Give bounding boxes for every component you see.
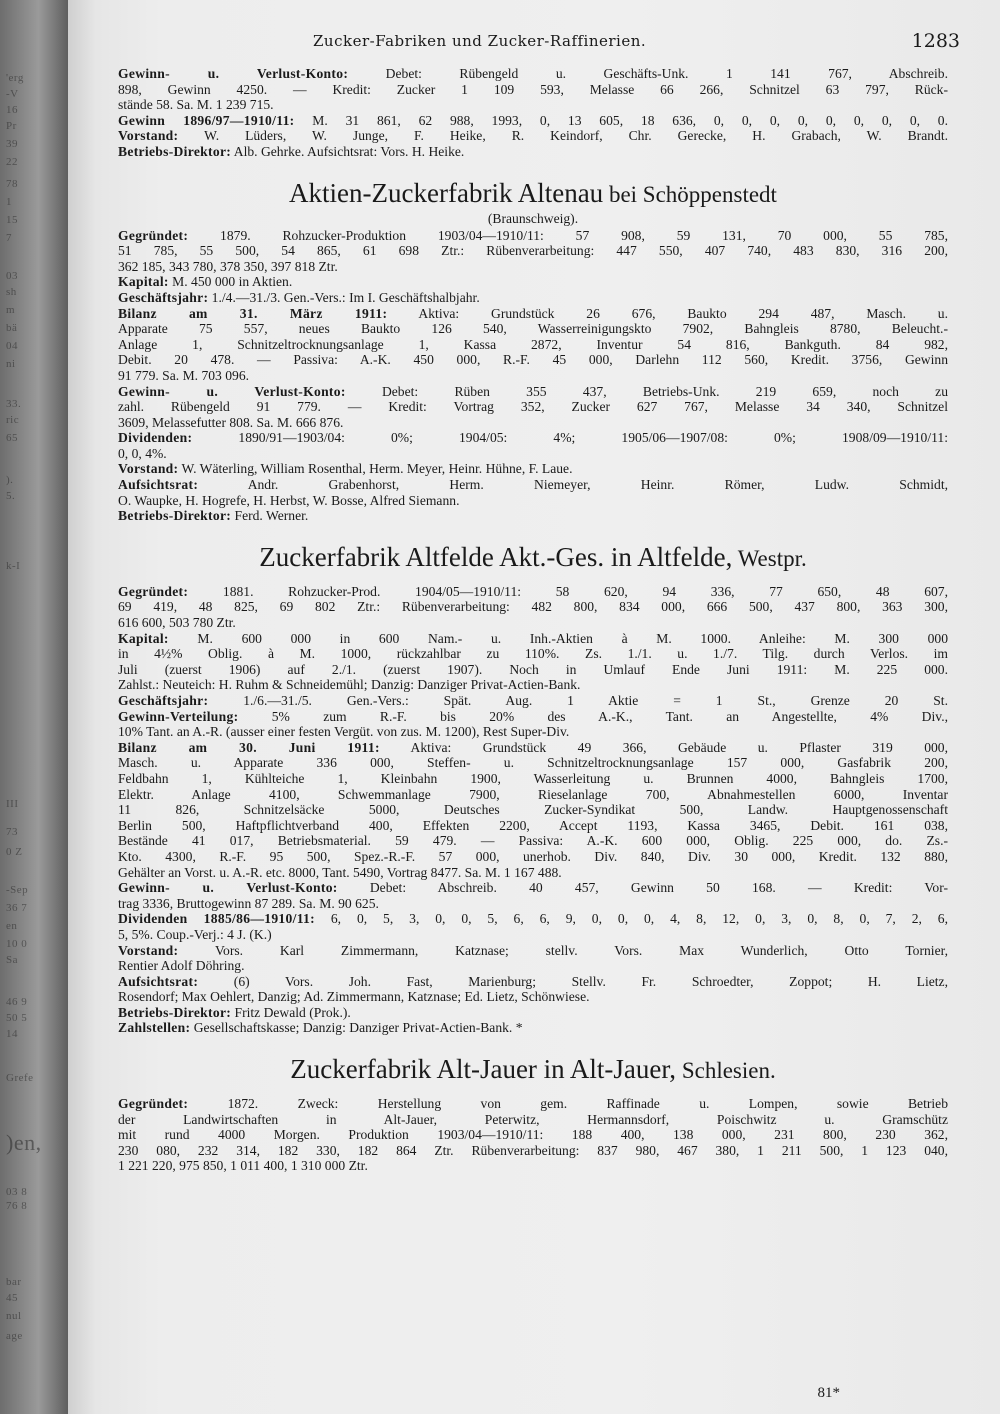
gutter-fragment: 0 Z	[6, 846, 23, 858]
field-text: Zahlst.: Neuteich: H. Ruhm & Schneidemühl; Danzig: Danziger Privat-Actien-Bank.	[118, 677, 581, 693]
gutter-fragment: )en,	[6, 1130, 42, 1155]
gutter-fragment: 36 7	[6, 902, 28, 914]
page-number: 1283	[911, 30, 960, 52]
heading-spacer	[118, 1086, 948, 1096]
field-label: Aufsichtsrat:	[118, 477, 199, 493]
text-line	[118, 677, 948, 693]
text-line	[118, 82, 948, 98]
field-label: Zahlstellen:	[118, 1020, 191, 1036]
field-label: Vorstand:	[118, 461, 179, 477]
gutter-fragment: ).	[6, 474, 14, 486]
text-line	[118, 709, 948, 725]
field-text: zahl. Rübengeld 91 779. — Kredit: Vortrag 352, Zucker 627 767, Melasse 34 340, Schnitzel	[118, 399, 948, 415]
gutter-fragment: 46 9	[6, 996, 28, 1008]
running-title: Zucker-Fabriken und Zucker-Raffinerien.	[313, 32, 647, 50]
field-text: Debit. 20 478. — Passiva: A.-K. 450 000, R.-F. 45 000, Darlehn 112 560, Kredit. 3756, Gewinn	[118, 352, 948, 368]
field-text: 3609, Melassefutter 808. Sa. M. 666 876.	[118, 414, 344, 430]
field-label: Vorstand:	[118, 128, 179, 144]
field-text: 5% zum R.-F. bis 20% des A.-K., Tant. an Angestellte, 4% Div.,	[238, 708, 948, 724]
field-text: Gehälter an Vorst. u. A.-R. etc. 8000, Tant. 5490, Vortrag 8477. Sa. M. 1 167 488.	[118, 864, 562, 880]
field-text: M. 450 000 in Aktien.	[168, 274, 293, 290]
gutter-fragment: 7	[6, 232, 12, 244]
text-line	[118, 493, 948, 509]
text-line	[118, 584, 948, 600]
text-line	[118, 508, 948, 524]
text-line	[118, 631, 948, 647]
gutter-fragment: 45	[6, 1292, 18, 1304]
field-text: Fritz Dewald (Prok.).	[231, 1004, 351, 1020]
text-line	[118, 384, 948, 400]
field-label: Dividenden 1885/86—1910/11:	[118, 911, 315, 927]
company-location: Westpr.	[732, 545, 807, 571]
text-line	[118, 989, 948, 1005]
text-line	[118, 461, 948, 477]
field-text: mit rund 4000 Morgen. Produktion 1903/04—1910/11: 188 400, 138 000, 231 800, 230 362,	[118, 1127, 948, 1143]
gutter-fragment: -V	[6, 88, 19, 100]
text-line	[118, 662, 948, 678]
gutter-fragment: 'erg	[6, 72, 24, 84]
gutter-fragment: 10 0	[6, 938, 28, 950]
gutter-fragment: ni	[6, 358, 16, 370]
text-line	[118, 1005, 948, 1021]
field-label: Gegründet:	[118, 227, 189, 243]
text-line	[118, 399, 948, 415]
field-label: Gewinn-Verteilung:	[118, 708, 239, 724]
gutter-fragment: Pr	[6, 120, 17, 132]
text-line	[118, 144, 948, 160]
text-line	[118, 352, 948, 368]
text-line	[118, 693, 948, 709]
gutter-fragment: en	[6, 920, 18, 932]
company-entry	[118, 542, 948, 1036]
gutter-fragment: 1	[6, 196, 12, 208]
gutter-fragment: sh	[6, 286, 17, 298]
text-line	[118, 430, 948, 446]
field-text: 11 826, Schnitzelsäcke 5000, Deutsches Zucker-Syndikat 500, Landw. Hauptgenossenschaft	[118, 802, 948, 818]
field-text: W. Lüders, W. Junge, F. Heike, R. Keindorf, Chr. Gerecke, H. Grabach, W. Brandt.	[178, 128, 948, 144]
field-text: 362 185, 343 780, 378 350, 397 818 Ztr.	[118, 258, 338, 274]
text-line	[118, 1143, 948, 1159]
page-content	[118, 66, 948, 1174]
field-text: Feldbahn 1, Kühlteiche 1, Kleinbahn 1900, Wasserleitung u. Brunnen 4000, Bahngleis 1700,	[118, 770, 948, 786]
field-label: Gewinn- u. Verlust-Konto:	[118, 383, 346, 399]
field-text: 1872. Zweck: Herstellung von gem. Raffinade u. Lompen, sowie Betrieb	[188, 1096, 948, 1112]
field-text: Aktiva: Grundstück 49 366, Gebäude u. Pflaster 319 000,	[379, 739, 948, 755]
heading-spacer	[118, 574, 948, 584]
field-text: M. 600 000 in 600 Nam.- u. Inh.-Aktien à M. 1000. Anleihe: M. 300 000	[168, 630, 948, 646]
field-text: Gesellschaftskasse; Danzig: Danziger Privat-Actien-Bank. *	[190, 1020, 523, 1036]
text-line	[118, 724, 948, 740]
field-text: (6) Vors. Joh. Fast, Marienburg; Stellv. Fr. Schroedter, Zoppot; H. Lietz,	[198, 973, 948, 989]
field-text: Rosendorf; Max Oehlert, Danzig; Ad. Zimmermann, Katznase; Ed. Lietz, Schönwiese.	[118, 989, 590, 1005]
field-text: Masch. u. Apparate 336 000, Steffen- u. Schnitzeltrocknungsanlage 157 000, Gasfabrik 200,	[118, 755, 948, 771]
company-heading	[118, 542, 948, 574]
text-line	[118, 771, 948, 787]
text-line	[118, 849, 948, 865]
field-text: Debet: Rüben 355 437, Betriebs-Unk. 219 659, noch zu	[345, 383, 948, 399]
gutter-fragment: nul	[6, 1310, 22, 1322]
text-line	[118, 1096, 948, 1112]
field-label: Kapital:	[118, 274, 169, 290]
text-line	[118, 958, 948, 974]
text-line	[118, 911, 948, 927]
field-text: Rentier Adolf Döhring.	[118, 958, 245, 974]
company-name: Zuckerfabrik Altfelde Akt.-Ges. in Altfelde,	[259, 541, 733, 572]
field-text: Vors. Karl Zimmermann, Katznase; stellv. Vors. Max Wunderlich, Otto Tornier,	[178, 942, 948, 958]
gutter-fragment: 03 8	[6, 1186, 28, 1198]
text-line	[118, 446, 948, 462]
field-label: Vorstand:	[118, 942, 179, 958]
text-line	[118, 321, 948, 337]
field-text: Elektr. Anlage 4100, Schwemmanlage 7900, Rieselanlage 700, Abnahmestellen 6000, Inventar	[118, 786, 948, 802]
text-line	[118, 97, 948, 113]
text-line	[118, 1127, 948, 1143]
field-text: 230 080, 232 314, 182 330, 182 864 Ztr. Rübenverarbeitung: 837 980, 467 380, 1 211 500, 1 123 040,	[118, 1142, 948, 1158]
sheet-signature: 81*	[817, 1385, 840, 1401]
field-text: stände 58. Sa. M. 1 239 715.	[118, 97, 274, 113]
field-text: W. Wäterling, William Rosenthal, Herm. Meyer, Heinr. Hühne, F. Laue.	[178, 461, 573, 477]
text-line	[118, 290, 948, 306]
text-line	[118, 274, 948, 290]
field-label: Geschäftsjahr:	[118, 289, 209, 305]
field-label: Gewinn- u. Verlust-Konto:	[118, 880, 338, 896]
field-text: 10% Tant. an A.-R. (ausser einer festen Vergüt. von zus. M. 1200), Rest Super-Div.	[118, 724, 570, 740]
field-text: Bestände 41 017, Betriebsmaterial. 59 479. — Passiva: A.-K. 600 000, Oblig. 225 000, do. Zs.-	[118, 833, 948, 849]
gutter-fragment: 5.	[6, 490, 16, 502]
gutter-fragment: 22	[6, 156, 18, 168]
gutter-fragment: m	[6, 304, 16, 316]
company-region: (Braunschweig).	[487, 210, 579, 226]
text-line	[118, 306, 948, 322]
field-text: 1 221 220, 975 850, 1 011 400, 1 310 000 Ztr.	[118, 1158, 368, 1174]
field-text: Andr. Grabenhorst, Herm. Niemeyer, Heinr. Römer, Ludw. Schmidt,	[198, 477, 948, 493]
gutter-fragment: III	[6, 798, 19, 810]
text-line	[118, 896, 948, 912]
text-line	[118, 833, 948, 849]
gutter-fragment: 16	[6, 104, 18, 116]
field-text: 1./4.—31./3. Gen.-Vers.: Im I. Geschäftshalbjahr.	[208, 289, 480, 305]
text-line	[118, 243, 948, 259]
text-line	[118, 1112, 948, 1128]
company-name: Zuckerfabrik Alt-Jauer in Alt-Jauer,	[290, 1054, 677, 1085]
gutter-fragment: 50 5	[6, 1012, 28, 1024]
text-line	[118, 615, 948, 631]
field-label: Kapital:	[118, 630, 169, 646]
company-entry	[118, 66, 948, 160]
text-line	[118, 927, 948, 943]
company-heading	[118, 178, 948, 210]
field-label: Aufsichtsrat:	[118, 973, 199, 989]
gutter-fragment: 73	[6, 826, 18, 838]
text-line	[118, 259, 948, 275]
field-text: 1879. Rohzucker-Produktion 1903/04—1910/11: 57 908, 59 131, 70 000, 55 785,	[188, 227, 948, 243]
text-line	[118, 740, 948, 756]
gutter-fragment: bar	[6, 1276, 22, 1288]
text-line	[118, 113, 948, 129]
gutter-fragment: Grefe	[6, 1072, 34, 1084]
gutter-fragment: 39	[6, 138, 18, 150]
field-label: Betriebs-Direktor:	[118, 143, 232, 159]
field-text: 51 785, 55 500, 54 865, 61 698 Ztr.: Rübenverarbeitung: 447 550, 407 740, 483 830, 316 200,	[118, 243, 948, 259]
field-text: Aktiva: Grundstück 26 676, Baukto 294 487, Masch. u.	[387, 305, 948, 321]
company-location: Schlesien.	[676, 1058, 776, 1084]
field-label: Betriebs-Direktor:	[118, 508, 232, 524]
text-line	[118, 1158, 948, 1174]
text-line	[118, 128, 948, 144]
field-text: Ferd. Werner.	[231, 508, 309, 524]
field-text: Debet: Abschreib. 40 457, Gewinn 50 168. — Kredit: Vor-	[337, 880, 948, 896]
text-line	[118, 228, 948, 244]
gutter-fragment: 65	[6, 432, 18, 444]
binding-gutter	[0, 0, 70, 1414]
company-location: bei Schöppenstedt	[603, 181, 777, 207]
field-text: Kto. 4300, R.-F. 95 500, Spez.-R.-F. 57 000, unerhob. Div. 840, Div. 30 000, Kredit. 132 880,	[118, 848, 948, 864]
field-label: Bilanz am 31. März 1911:	[118, 305, 388, 321]
gutter-fragment: ric	[6, 414, 20, 426]
text-line	[118, 337, 948, 353]
gutter-fragment: -Sep	[6, 884, 29, 896]
field-text: 6, 0, 5, 3, 0, 0, 5, 6, 6, 9, 0, 0, 0, 4, 8, 12, 0, 3, 0, 8, 0, 7, 2, 6,	[314, 911, 948, 927]
field-text: O. Waupke, H. Hogrefe, H. Herbst, W. Bosse, Alfred Siemann.	[118, 492, 460, 508]
field-text: M. 31 861, 62 988, 1993, 0, 13 605, 18 636, 0, 0, 0, 0, 0, 0, 0, 0, 0.	[294, 112, 948, 128]
field-text: 1./6.—31./5. Gen.-Vers.: Spät. Aug. 1 Aktie = 1 St., Grenze 20 St.	[208, 693, 948, 708]
gutter-fragment: 78	[6, 178, 18, 190]
field-text: Juli (zuerst 1906) auf 2./1. (zuerst 1907). Noch in Umlauf Ende Juni 1911: M. 225 000.	[118, 661, 948, 677]
field-text: Debet: Rübengeld u. Geschäfts-Unk. 1 141 767, Abschreib.	[348, 66, 948, 81]
field-text: Anlage 1, Schnitzeltrocknungsanlage 1, Kassa 2872, Inventur 54 816, Bankguth. 84 982,	[118, 336, 948, 352]
field-text: 1881. Rohzucker-Prod. 1904/05—1910/11: 58 620, 94 336, 77 650, 48 607,	[188, 583, 948, 599]
field-label: Betriebs-Direktor:	[118, 1004, 232, 1020]
text-line	[118, 802, 948, 818]
gutter-fragment: 15	[6, 214, 18, 226]
field-text: 898, Gewinn 4250. — Kredit: Zucker 1 109 593, Melasse 66 266, Schnitzel 63 797, Rück-	[118, 81, 948, 97]
field-text: Berlin 500, Haftpflichtverband 400, Effekten 2200, Accept 1193, Kassa 3465, Debit. 161 038,	[118, 817, 948, 833]
gutter-fragment: 03	[6, 270, 18, 282]
field-text: 616 600, 503 780 Ztr.	[118, 615, 236, 631]
field-text: der Landwirtschaften in Alt-Jauer, Peterwitz, Hermannsdorf, Poischwitz u. Gramschütz	[118, 1111, 948, 1127]
field-label: Geschäftsjahr:	[118, 693, 209, 708]
gutter-fragment: Sa	[6, 954, 18, 966]
field-text: Alb. Gehrke. Aufsichtsrat: Vors. H. Heike.	[231, 143, 465, 159]
text-line	[118, 818, 948, 834]
field-label: Gewinn- u. Verlust-Konto:	[118, 66, 349, 81]
field-label: Bilanz am 30. Juni 1911:	[118, 739, 380, 755]
field-label: Dividenden:	[118, 430, 193, 446]
field-label: Gegründet:	[118, 583, 189, 599]
text-line	[118, 646, 948, 662]
field-text: 91 779. Sa. M. 703 096.	[118, 367, 250, 383]
text-line	[118, 477, 948, 493]
text-line	[118, 865, 948, 881]
field-label: Gegründet:	[118, 1096, 189, 1112]
gutter-fragment: k-I	[6, 560, 21, 572]
gutter-fragment: 14	[6, 1028, 18, 1040]
field-text: 5, 5%. Coup.-Verj.: 4 J. (K.)	[118, 926, 272, 942]
gutter-fragment: 33.	[6, 398, 22, 410]
gutter-fragment: 04	[6, 340, 18, 352]
text-line	[118, 787, 948, 803]
field-text: Apparate 75 557, neues Baukto 126 540, Wasserreinigungskto 7902, Bahngleis 8780, Beleucht.-	[118, 321, 948, 337]
field-text: in 4½% Oblig. à M. 1000, rückzahlbar zu 110%. Zs. 1./1. u. 1./7. Tilg. durch Verlos. im	[118, 646, 948, 662]
company-name: Aktien-Zuckerfabrik Altenau	[289, 177, 604, 208]
company-entry	[118, 1054, 948, 1174]
book-page	[68, 0, 1000, 1414]
text-line	[118, 66, 948, 82]
field-text: trag 3336, Bruttogewinn 87 289. Sa. M. 90 625.	[118, 895, 379, 911]
text-line	[118, 1020, 948, 1036]
gutter-fragment: bä	[6, 322, 18, 334]
text-line	[118, 599, 948, 615]
text-line	[118, 974, 948, 990]
company-entry	[118, 178, 948, 524]
text-line	[118, 755, 948, 771]
gutter-fragment: 76 8	[6, 1200, 28, 1212]
text-line	[118, 880, 948, 896]
field-text: 69 419, 48 825, 69 802 Ztr.: Rübenverarbeitung: 482 800, 834 000, 666 500, 437 800, 363 300,	[118, 599, 948, 615]
gutter-fragment: age	[6, 1330, 23, 1342]
field-label: Gewinn 1896/97—1910/11:	[118, 112, 295, 128]
field-text: 0, 0, 4%.	[118, 445, 167, 461]
company-heading	[118, 1054, 948, 1086]
text-line	[118, 368, 948, 384]
field-text: 1890/91—1903/04: 0%; 1904/05: 4%; 1905/06—1907/08: 0%; 1908/09—1910/11:	[192, 430, 948, 446]
text-line	[118, 415, 948, 431]
text-line	[118, 943, 948, 959]
